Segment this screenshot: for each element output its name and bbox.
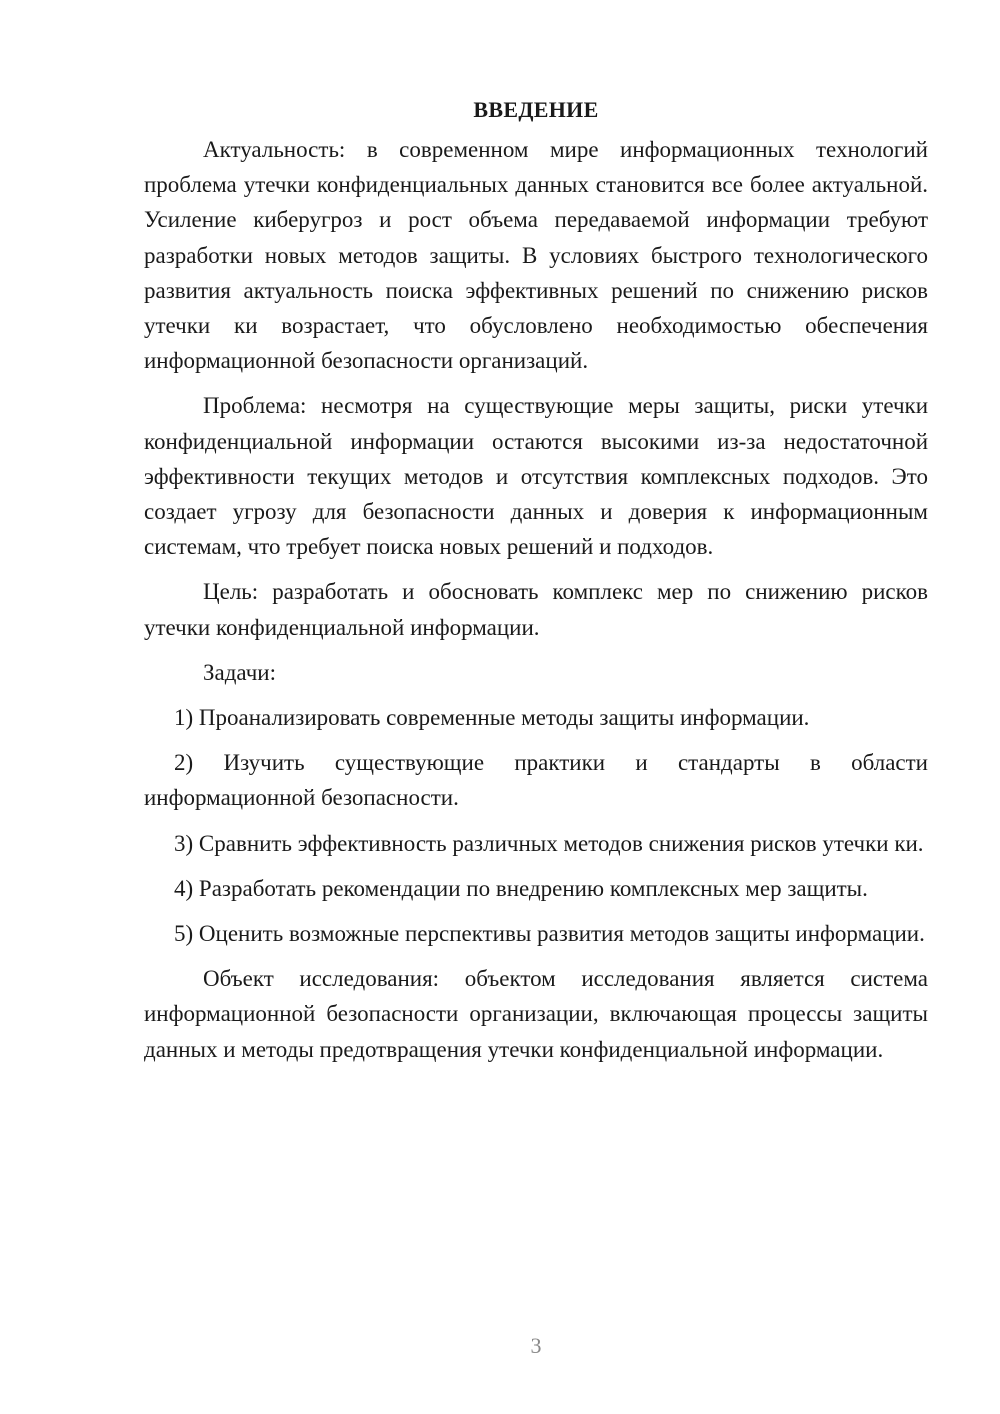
task-item-5: 5) Оценить возможные перспективы развития методов защиты информации. [174,921,925,947]
paragraph-goal: Цель: разработать и обосновать комплекс мер по снижению рисков утечки конфиденциальной информации. [144,579,928,640]
paragraph-relevance: Актуальность: в современном мире информационных технологий проблема утечки конфиденциальных данных становится все более актуальной. Усиление киберугроз и рост объема передаваемой информации требуют разработки новых методов защиты. В условиях быстрого технологического развития актуальность поиска эффективных решений по снижению рисков утечки ки возрастает, что обусловлено необходимостью обеспечения информационной безопасности организаций. [144,137,928,374]
task-item-4: 4) Разработать рекомендации по внедрению комплексных мер защиты. [174,875,868,901]
paragraph-tasks-label: Задачи: [203,659,276,685]
page-number: 3 [530,1333,542,1358]
paragraph-problem: Проблема: несмотря на существующие меры защиты, риски утечки конфиденциальной информации остаются высокими из-за недостаточной эффективности текущих методов и отсутствия комплексных подходов. Это создает угрозу для безопасности данных и доверия к информационным системам, что требует поиска новых решений и подходов. [144,393,928,560]
task-item-1: 1) Проанализировать современные методы защиты информации. [174,705,810,731]
page-content [144,92,928,1077]
task-item-2: 2) Изучить существующие практики и стандарты в области информационной безопасности. [144,750,928,811]
task-item-3: 3) Сравнить эффективность различных методов снижения рисков утечки ки. [174,830,924,856]
paragraph-object: Объект исследования: объектом исследования является система информационной безопасности организации, включающая процессы защиты данных и методы предотвращения утечки конфиденциальной информации. [144,966,928,1062]
section-heading: ВВЕДЕНИЕ [473,97,599,122]
